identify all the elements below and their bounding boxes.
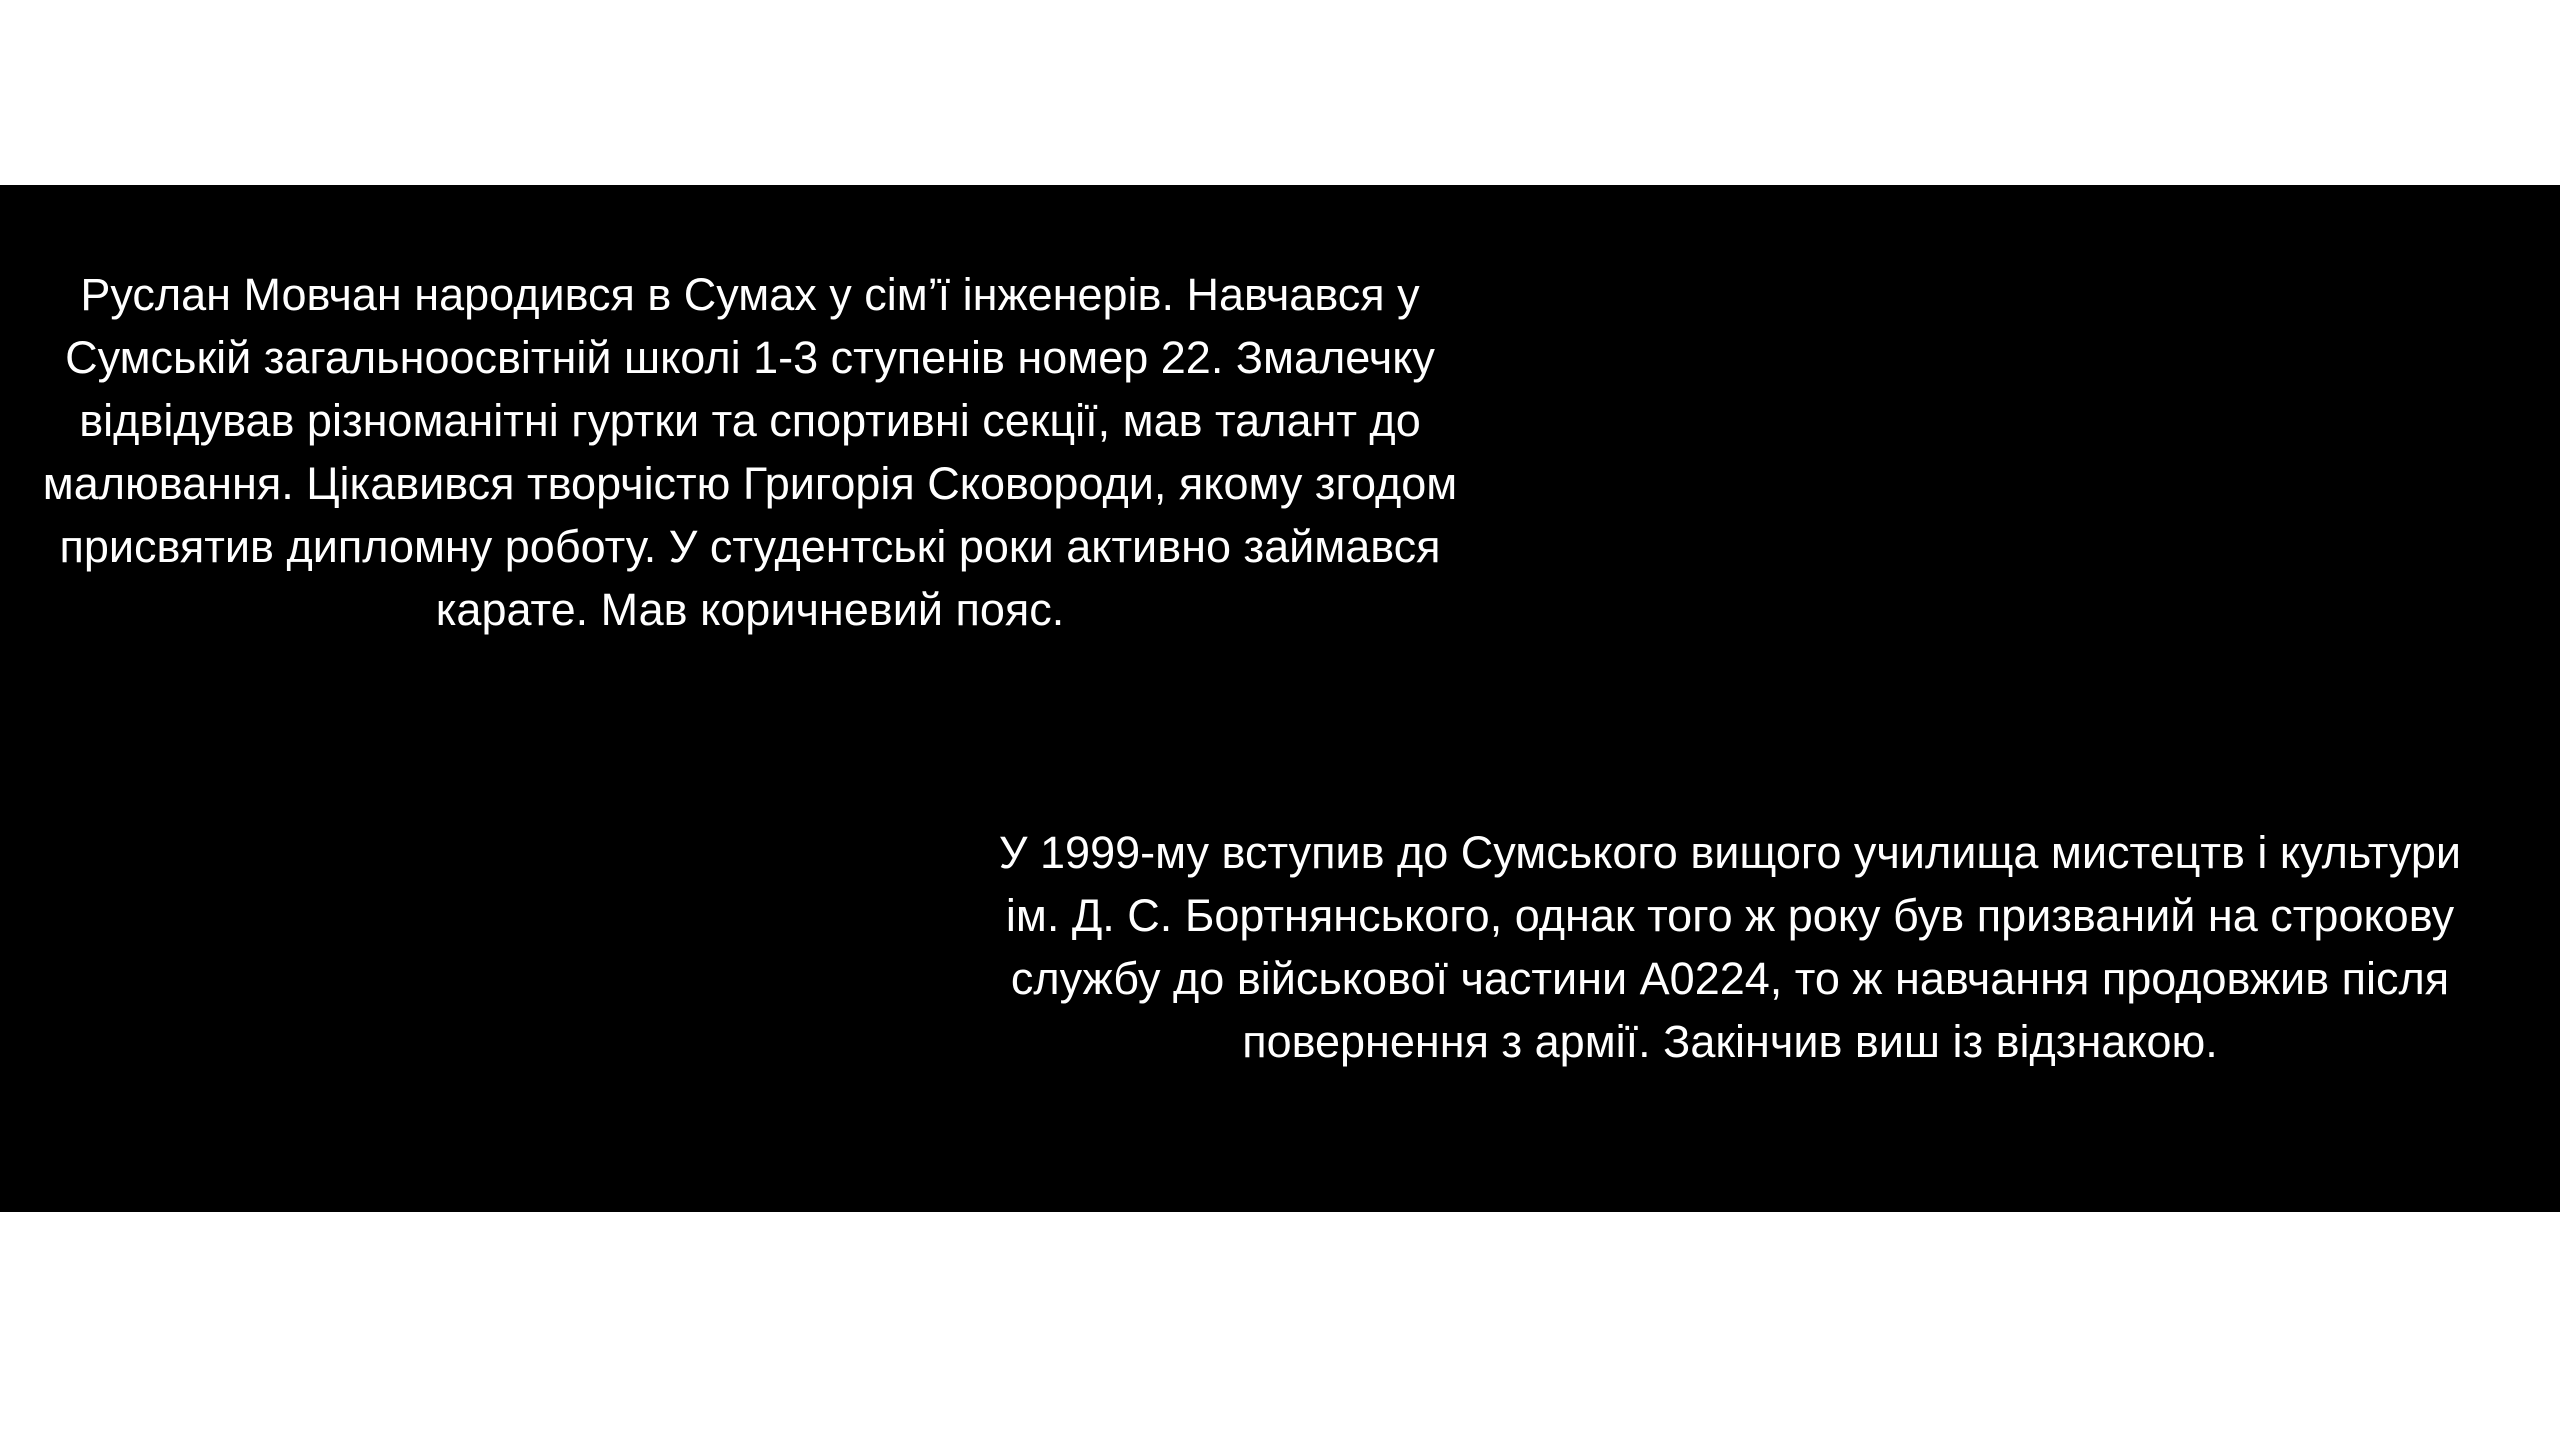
paragraph-1-line: малювання. Цікавився творчістю Григорія Сковороди, якому згодом — [42, 458, 1458, 509]
paragraph-1-line: присвятив дипломну роботу. У студентські роки активно займався — [59, 521, 1441, 572]
paragraph-2-line: У 1999-му вступив до Сумського вищого училища мистецтв і культури — [998, 827, 2462, 878]
paragraph-1-line: карате. Мав коричневий пояс. — [435, 584, 1065, 635]
paragraph-2-line: службу до військової частини А0224, то ж навчання продовжив після — [1010, 953, 2450, 1004]
biography-paragraph-2 — [900, 821, 2560, 1073]
paragraph-1-line: відвідував різноманітні гуртки та спортивні секції, мав талант до — [79, 395, 1421, 446]
biography-paragraph-1 — [0, 263, 1500, 641]
paragraph-2-line: ім. Д. С. Бортнянського, однак того ж року був призваний на строкову — [1005, 890, 2455, 941]
paragraph-2-line: повернення з армії. Закінчив виш із відзнакою. — [1242, 1016, 2218, 1067]
paragraph-1-line: Сумській загальноосвітній школі 1-3 ступенів номер 22. Змалечку — [65, 332, 1435, 383]
paragraph-1-line: Руслан Мовчан народився в Сумах у сім’ї інженерів. Навчався у — [80, 269, 1420, 320]
